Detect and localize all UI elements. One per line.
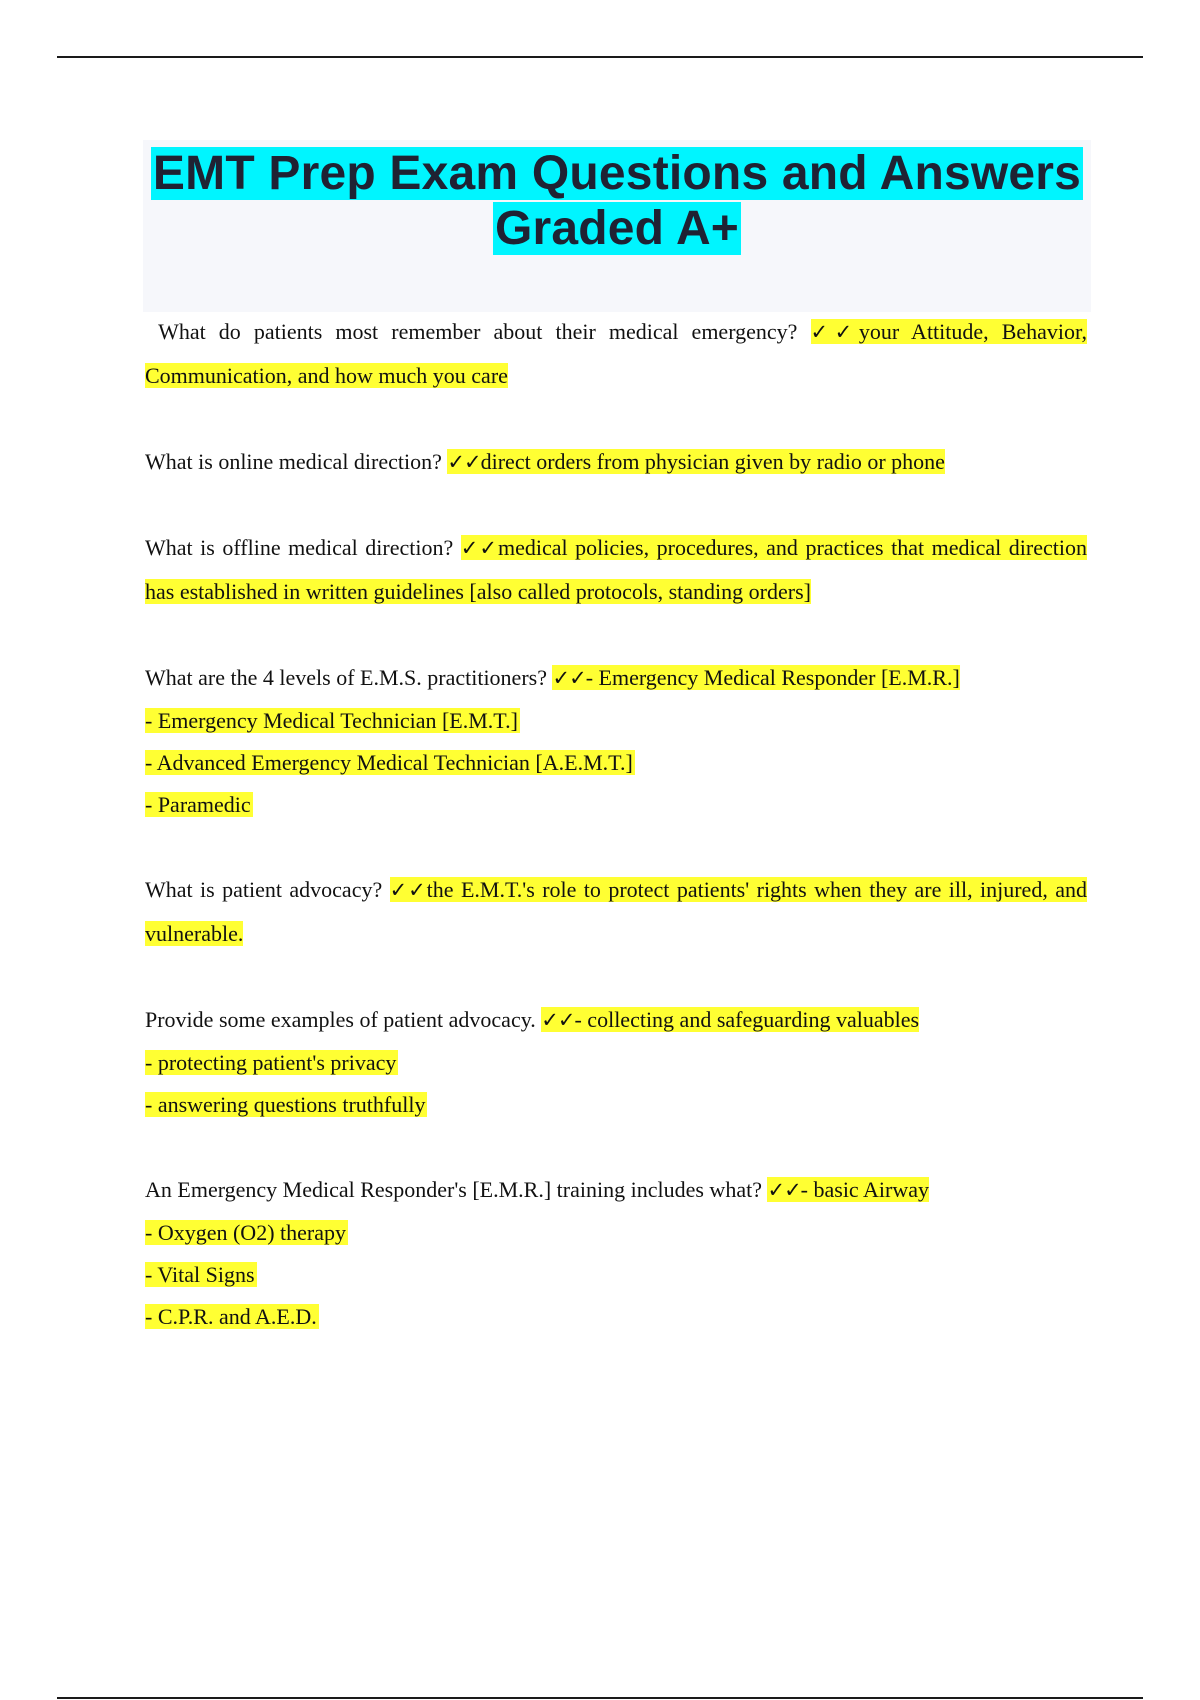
question-text: What is patient advocacy? bbox=[145, 877, 383, 902]
qa-question-line bbox=[145, 1168, 1087, 1212]
qa-question-line bbox=[145, 310, 1087, 398]
qa-item bbox=[145, 868, 1087, 956]
sub-answer-line bbox=[145, 742, 1087, 784]
sub-answer-text: - C.P.R. and A.E.D. bbox=[145, 1304, 317, 1329]
check-icon: ✓✓ bbox=[767, 1178, 801, 1202]
qa-item bbox=[145, 656, 1087, 826]
sub-answer-text: - Vital Signs bbox=[145, 1262, 255, 1287]
sub-answer-line bbox=[145, 1084, 1087, 1126]
answer-highlight bbox=[552, 665, 959, 690]
sub-answer-text: - protecting patient's privacy bbox=[145, 1050, 397, 1075]
sub-answer-line bbox=[145, 1042, 1087, 1084]
check-icon: ✓✓ bbox=[552, 666, 586, 690]
question-text: What is offline medical direction? bbox=[145, 535, 454, 560]
sub-answer-line bbox=[145, 1254, 1087, 1296]
qa-question-line bbox=[145, 656, 1087, 700]
sub-answer-line bbox=[145, 1296, 1087, 1338]
check-icon: ✓✓ bbox=[541, 1008, 575, 1032]
answer-text: medical policies, procedures, and practices that medical direction has established in written guidelines [also called protocols, standing orders] bbox=[145, 535, 1088, 604]
qa-item bbox=[145, 526, 1087, 614]
answer-text: - basic Airway bbox=[800, 1177, 929, 1202]
bottom-rule bbox=[57, 1697, 1143, 1699]
answer-highlight bbox=[767, 1177, 929, 1202]
answer-highlight bbox=[541, 1007, 919, 1032]
sub-answer-line bbox=[145, 784, 1087, 826]
check-icon: ✓✓ bbox=[810, 320, 859, 344]
answer-text: - collecting and safeguarding valuables bbox=[574, 1007, 920, 1032]
sub-answer-text: - Emergency Medical Technician [E.M.T.] bbox=[145, 708, 518, 733]
qa-question-line bbox=[145, 526, 1087, 614]
sub-answer-line bbox=[145, 1212, 1087, 1254]
sub-answer-line bbox=[145, 700, 1087, 742]
question-text: What are the 4 levels of E.M.S. practitioners? bbox=[145, 665, 547, 690]
title-block bbox=[143, 140, 1091, 312]
sub-answer-text: - answering questions truthfully bbox=[145, 1092, 426, 1117]
qa-list bbox=[145, 310, 1087, 1380]
answer-text: the E.M.T.'s role to protect patients' rights when they are ill, injured, and vulnerable. bbox=[145, 877, 1087, 946]
qa-question-line bbox=[145, 998, 1087, 1042]
question-text: What is online medical direction? bbox=[145, 449, 442, 474]
check-icon: ✓✓ bbox=[447, 450, 481, 474]
qa-question-line bbox=[145, 440, 1087, 484]
question-text: An Emergency Medical Responder's [E.M.R.] training includes what? bbox=[145, 1177, 762, 1202]
qa-item bbox=[145, 998, 1087, 1126]
answer-text: your Attitude, Behavior, Communication, and how much you care bbox=[145, 319, 1087, 388]
page-title-line-2: Graded A+ bbox=[494, 202, 740, 255]
check-icon: ✓✓ bbox=[389, 878, 427, 902]
answer-text: - Emergency Medical Responder [E.M.R.] bbox=[585, 665, 960, 690]
top-rule bbox=[57, 56, 1143, 58]
check-icon: ✓✓ bbox=[460, 536, 499, 560]
qa-item bbox=[145, 1168, 1087, 1338]
qa-item bbox=[145, 310, 1087, 398]
page-title-line-1: EMT Prep Exam Questions and Answers bbox=[152, 147, 1082, 200]
sub-answer-text: - Oxygen (O2) therapy bbox=[145, 1220, 346, 1245]
answer-highlight bbox=[447, 449, 945, 474]
question-text: Provide some examples of patient advocacy. bbox=[145, 1007, 536, 1032]
answer-text: direct orders from physician given by radio or phone bbox=[480, 449, 945, 474]
qa-item bbox=[145, 440, 1087, 484]
sub-answer-text: - Paramedic bbox=[145, 792, 251, 817]
qa-question-line bbox=[145, 868, 1087, 956]
sub-answer-text: - Advanced Emergency Medical Technician [A.E.M.T.] bbox=[145, 750, 633, 775]
question-text: What do patients most remember about their medical emergency? bbox=[158, 319, 798, 344]
